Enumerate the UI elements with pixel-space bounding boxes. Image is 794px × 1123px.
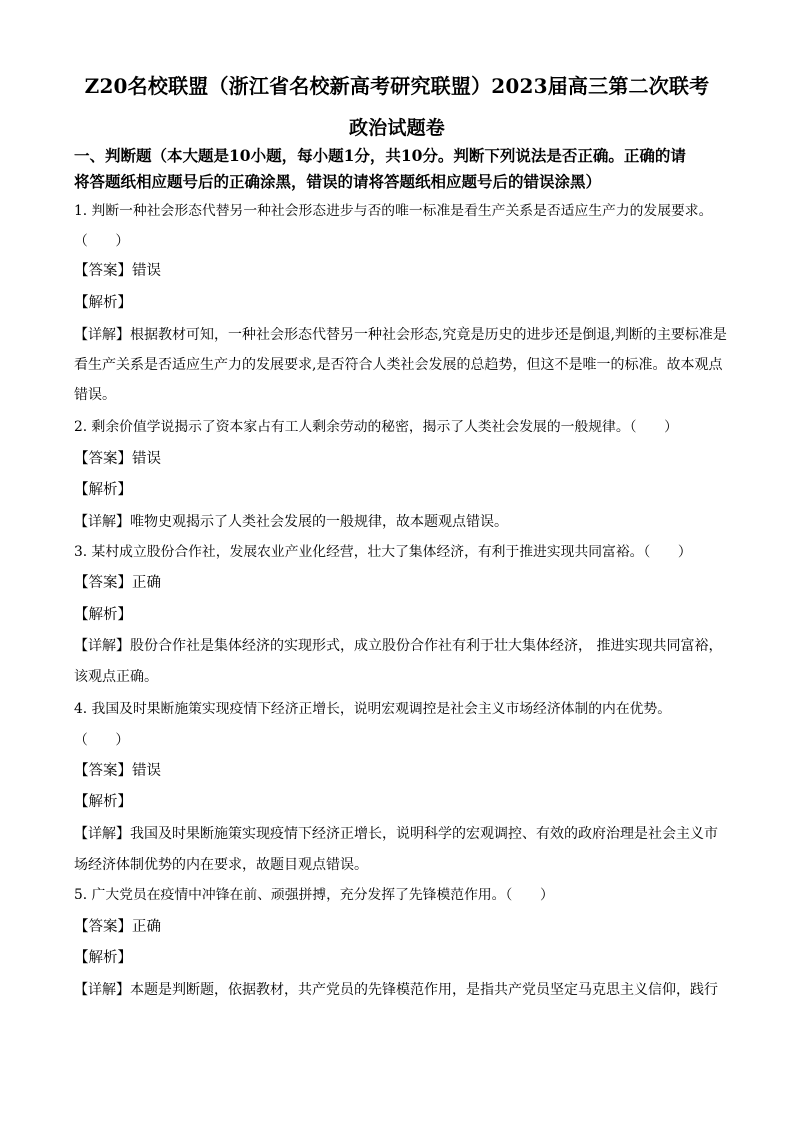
question-2-stem: 2. 剩余价值学说揭示了资本家占有工人剩余劳动的秘密，揭示了人类社会发展的一般规律。（ ） — [74, 419, 678, 435]
question-3-stem: 3. 某村成立股份合作社，发展农业产业化经营，壮大了集体经济，有利于推进实现共同富裕。（ ） — [74, 544, 692, 560]
detail-text: 我国及时果断施策实现疫情下经济正增长，说明科学的宏观调控、有效的政府治理是社会主义市 — [130, 826, 718, 842]
question-5-stem: 5. 广大党员在疫情中冲锋在前、顽强拼搏，充分发挥了先锋模范作用。（ ） — [74, 887, 554, 903]
question-5-analysis-label: 【解析】 — [74, 950, 132, 966]
detail-label: 【详解】 — [74, 327, 130, 343]
section-heading-line-1: 一、判断题（本大题是10小题，每小题1分，共10分。判断下列说法是否正确。正确的请 — [74, 146, 686, 165]
answer-label: 【答案】 — [74, 919, 132, 935]
question-5-answer — [74, 917, 734, 937]
answer-value: 正确 — [132, 919, 161, 935]
question-1-detail-line-1 — [74, 325, 734, 345]
question-4-detail-line-1 — [74, 824, 734, 844]
question-4-paren: （ ） — [74, 732, 130, 748]
question-3-detail-line-1 — [74, 636, 734, 656]
question-1-answer — [74, 261, 734, 281]
question-2-detail-line-1 — [74, 512, 734, 532]
answer-label: 【答案】 — [74, 763, 132, 779]
detail-label: 【详解】 — [74, 826, 130, 842]
answer-label: 【答案】 — [74, 263, 132, 279]
question-1-stem: 1. 判断一种社会形态代替另一种社会形态进步与否的唯一标准是看生产关系是否适应生产力的发展要求。 — [74, 203, 713, 219]
question-1-detail-line-2: 看生产关系是否适应生产力的发展要求,是否符合人类社会发展的总趋势，但这不是唯一的标准。故本观点 — [74, 357, 723, 373]
answer-value: 正确 — [132, 575, 161, 591]
page-subtitle: 政治试题卷 — [348, 117, 445, 139]
question-4-analysis-label: 【解析】 — [74, 794, 132, 810]
question-2-answer — [74, 449, 734, 469]
question-5-detail-line-1 — [74, 980, 734, 1000]
detail-label: 【详解】 — [74, 982, 130, 998]
question-3-answer — [74, 573, 734, 593]
section-heading-line-2: 将答题纸相应题号后的正确涂黑，错误的请将答题纸相应题号后的错误涂黑） — [74, 172, 602, 191]
question-1-analysis-label: 【解析】 — [74, 295, 132, 311]
question-1-detail-line-3: 错误。 — [74, 387, 116, 403]
answer-label: 【答案】 — [74, 575, 132, 591]
question-3-detail-line-2: 该观点正确。 — [74, 669, 158, 685]
answer-label: 【答案】 — [74, 451, 132, 467]
answer-value: 错误 — [132, 763, 161, 779]
detail-label: 【详解】 — [74, 514, 130, 530]
question-4-stem: 4. 我国及时果断施策实现疫情下经济正增长，说明宏观调控是社会主义市场经济体制的内在优势。 — [74, 701, 672, 717]
answer-value: 错误 — [132, 263, 161, 279]
question-4-detail-line-2: 场经济体制优势的内在要求，故题目观点错误。 — [74, 857, 368, 873]
detail-label: 【详解】 — [74, 638, 130, 654]
question-2-analysis-label: 【解析】 — [74, 482, 132, 498]
detail-text: 本题是判断题，依据教材，共产党员的先锋模范作用，是指共产党员坚定马克思主义信仰，践行 — [130, 982, 718, 998]
detail-text: 根据教材可知，一种社会形态代替另一种社会形态,究竟是历史的进步还是倒退,判断的主要标准是 — [130, 327, 727, 343]
page-title: Z20名校联盟（浙江省名校新高考研究联盟）2023届高三第二次联考 — [84, 74, 710, 98]
detail-text: 股份合作社是集体经济的实现形式，成立股份合作社有利于壮大集体经济， 推进实现共同富裕， — [130, 638, 723, 654]
question-4-answer — [74, 761, 734, 781]
question-1-paren: （ ） — [74, 233, 130, 249]
detail-text: 唯物史观揭示了人类社会发展的一般规律，故本题观点错误。 — [130, 514, 508, 530]
question-3-analysis-label: 【解析】 — [74, 607, 132, 623]
answer-value: 错误 — [132, 451, 161, 467]
